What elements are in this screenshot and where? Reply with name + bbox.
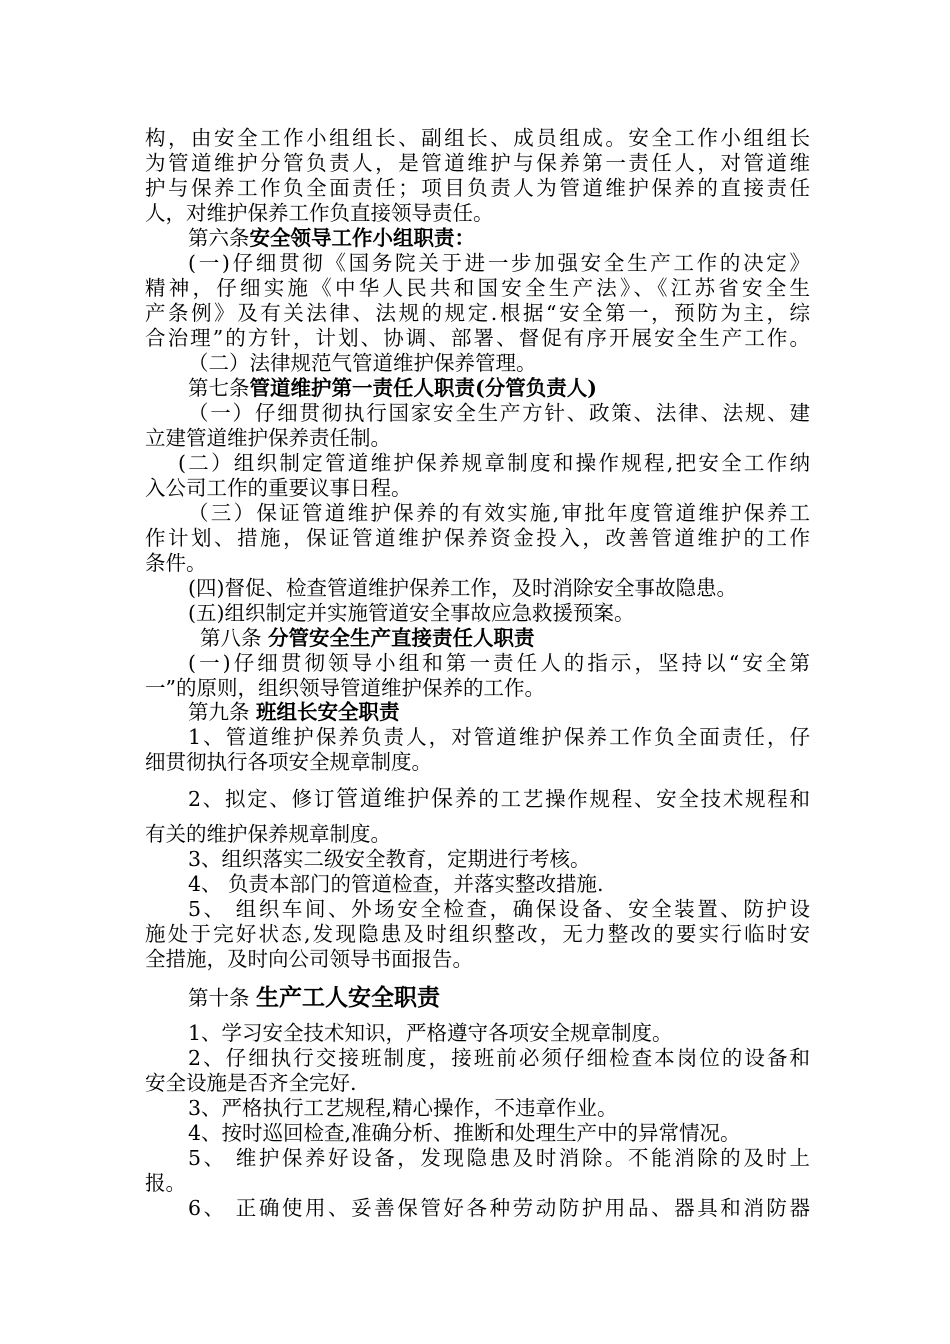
paragraph-line: （一）仔细贯彻执行国家安全生产方针、政策、法律、法规、建 [188,401,810,425]
paragraph-line: 安全设施是否齐全完好. [145,1071,357,1095]
article-number: 第八条 [200,626,262,650]
paragraph-line: 人，对维护保养工作负直接领导责任。 [145,201,494,225]
article-number: 第七条 [188,376,250,400]
paragraph-line: 3、严格执行工艺规程,精心操作，不违章作业。 [188,1096,618,1120]
article-8-heading [200,626,865,651]
paragraph-line: 有关的维护保养规章制度。 [145,822,391,846]
paragraph-line: 产条例》及有关法律、法规的规定.根据“安全第一，预防为主，综 [145,301,810,325]
article-title: 班组长安全职责 [256,700,400,724]
article-7-heading [188,376,853,401]
paragraph-line: 作计划、措施，保证管道维护保养资金投入，改善管道维护的工作 [145,526,810,550]
paragraph-line: 6、 正确使用、妥善保管好各种劳动防护用品、器具和消防器 [188,1196,810,1220]
article-number: 第六条 [188,226,250,250]
paragraph-line: 为管道维护分管负责人，是管道维护与保养第一责任人，对管道维 [145,151,810,175]
line-end: 的工艺操作规程、安全技术规程和 [478,787,810,811]
paragraph-line: 施处于完好状态,发现隐患及时组织整改，无力整改的要实行临时安 [145,922,810,946]
article-title: 生产工人安全职责 [256,984,441,1011]
paragraph-line: 条件。 [145,551,207,575]
paragraph-line: (四)督促、检查管道维护保养工作，及时消除安全事故隐患。 [188,576,737,600]
paragraph-line: 合治理”的方针，计划、协调、部署、督促有序开展安全生产工作。 [145,326,810,350]
paragraph-line: 入公司工作的重要议事日程。 [145,476,412,500]
paragraph-line: 3、组织落实二级安全教育，定期进行考核。 [188,847,591,871]
paragraph-line: 4、 负责本部门的管道检查，并落实整改措施. [188,872,604,896]
paragraph-line: 细贯彻执行各项安全规章制度。 [145,750,432,774]
article-title: 管道维护第一责任人职责(分管负责人) [249,376,597,400]
paragraph-line: 全措施，及时向公司领导书面报告。 [145,947,473,971]
paragraph-line: 立建管道维护保养责任制。 [145,426,391,450]
paragraph-line: 2、仔细执行交接班制度，接班前必须仔细检查本岗位的设备和 [188,1046,810,1070]
paragraph-line: 一”的原则，组织领导管道维护保养的工作。 [145,676,545,700]
paragraph-line: (二）组织制定管道维护保养规章制度和操作规程,把安全工作纳 [178,451,810,475]
paragraph-line: 构，由安全工作小组组长、副组长、成员组成。安全工作小组组长 [145,126,810,150]
line-start: 2、拟定、修订 [188,787,337,811]
paragraph-line: 1、管道维护保养负责人，对管道维护保养工作负全面责任，仔 [188,725,810,749]
paragraph-line: (五)组织制定并实施管道安全事故应急救援预案。 [188,601,635,625]
article-title: 分管安全生产直接责任人职责 [268,626,535,650]
article-number: 第十条 [188,986,250,1010]
article-number: 第九条 [188,700,250,724]
article-title: 安全领导工作小组职责： [249,226,475,250]
paragraph-line: 1、学习安全技术知识，严格遵守各项安全规章制度。 [188,1021,673,1045]
article-9-heading [188,700,853,725]
paragraph-line: （三）保证管道维护保养的有效实施,审批年度管道维护保养工 [188,501,810,525]
paragraph-line: 护与保养工作负全面责任；项目负责人为管道维护保养的直接责任 [145,176,810,200]
paragraph-line [188,787,810,812]
paragraph-line: 5、 维护保养好设备，发现隐患及时消除。不能消除的及时上 [188,1146,810,1170]
paragraph-line: (一)仔细贯彻领导小组和第一责任人的指示，坚持以“安全第 [188,651,810,675]
emphasized-term: 管道维护保养 [336,787,479,812]
paragraph-line: (一)仔细贯彻《国务院关于进一步加强安全生产工作的决定》 [188,251,810,275]
paragraph-line: （二）法律规范气管道维护保养管理。 [188,351,537,375]
article-10-heading [188,984,853,1012]
paragraph-line: 4、按时巡回检查,准确分析、推断和处理生产中的异常情况。 [188,1121,741,1145]
article-6-heading [188,226,853,251]
paragraph-line: 5、 组织车间、外场安全检查，确保设备、安全装置、防护设 [188,897,810,921]
paragraph-line: 报。 [145,1171,186,1195]
paragraph-line: 精神，仔细实施《中华人民共和国安全生产法》、《江苏省安全生 [145,276,810,300]
